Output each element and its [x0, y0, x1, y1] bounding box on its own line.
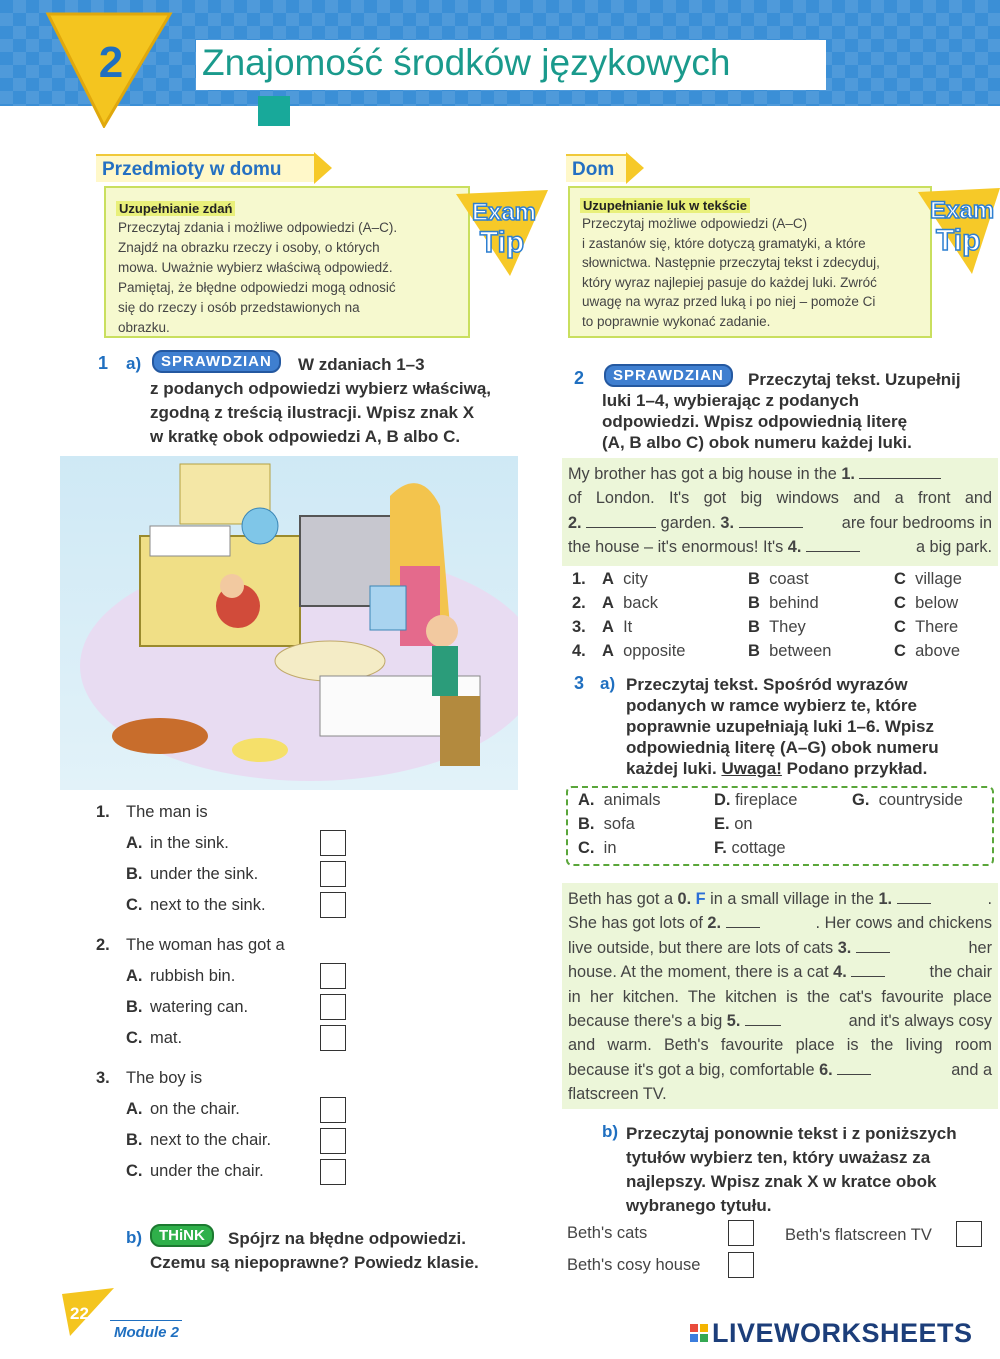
- task3b-instruction: [626, 1122, 957, 1218]
- title-checkbox[interactable]: [956, 1221, 982, 1247]
- option-letter: C.: [126, 1029, 143, 1047]
- text-fragment: and a: [951, 1060, 992, 1079]
- choice-letter: C: [894, 642, 906, 660]
- option-text: rubbish bin.: [150, 967, 236, 985]
- tip-line: uwagę na wyraz przed luką i po niej – pomoże Ci: [582, 294, 876, 310]
- word-letter: B.: [578, 815, 595, 833]
- cat-icon: [232, 738, 288, 762]
- section-title-right: Dom: [566, 154, 626, 182]
- tip-line: Przeczytaj możliwe odpowiedzi (A–C): [582, 216, 808, 231]
- option-text: on the chair.: [150, 1100, 240, 1118]
- task-instruction-line: Przeczytaj tekst. Spośród wyrazów: [626, 675, 908, 694]
- option: [126, 1162, 264, 1181]
- question-text: The boy is: [126, 1069, 203, 1087]
- question-stem: [96, 936, 285, 955]
- task-instruction-line: tytułów wybierz ten, który uważasz za: [626, 1148, 931, 1167]
- word-option: [714, 839, 786, 858]
- choice-number: 2.: [572, 594, 586, 612]
- choice-number: 3.: [572, 618, 586, 636]
- text-fragment: in a small village in the: [705, 890, 879, 908]
- mat-icon: [275, 641, 385, 681]
- question-number: 3.: [96, 1069, 110, 1087]
- gap-number: 4.: [833, 963, 847, 982]
- watering-can-icon: [242, 508, 278, 544]
- answer-checkbox[interactable]: [320, 830, 346, 856]
- task-instruction-line: wybranego tytułu.: [626, 1196, 772, 1215]
- task-number: 1: [98, 353, 109, 373]
- liveworksheets-logo-icon: [690, 1324, 708, 1342]
- task-instruction-line: poprawnie uzupełniają luki 1–6. Wpisz: [626, 717, 934, 736]
- text-line: in her kitchen. The kitchen is the cat's favourite place: [568, 987, 992, 1006]
- choice-row: [572, 594, 586, 613]
- gap-number: 2.: [568, 513, 582, 532]
- liveworksheets-logo[interactable]: LIVEWORKSHEETS: [712, 1318, 973, 1348]
- answer-checkbox[interactable]: [320, 1025, 346, 1051]
- gap-blank[interactable]: [851, 963, 885, 977]
- option: [126, 834, 229, 853]
- gap-number: 3.: [720, 513, 734, 532]
- choice-text: city: [623, 570, 648, 588]
- option-letter: B.: [126, 1131, 143, 1149]
- task-instruction-line: zgodną z treścią ilustracji. Wpisz znak X: [150, 403, 475, 422]
- exam-tip-box-right: [568, 186, 932, 338]
- gap-blank[interactable]: [897, 890, 931, 904]
- choice-letter: B: [748, 642, 760, 660]
- think-badge: [150, 1224, 214, 1247]
- text-fragment: and it's always cosy: [848, 1012, 992, 1031]
- option-letter: B.: [126, 998, 143, 1016]
- choice-row: [572, 642, 586, 661]
- tip-label: Uzupełnianie luk w tekście: [580, 198, 750, 213]
- text-line: [568, 1058, 992, 1082]
- word-letter: F.: [714, 839, 727, 857]
- text-line: [568, 1009, 992, 1033]
- tip-line: obrazku.: [118, 320, 170, 335]
- word-text: on: [734, 815, 753, 833]
- text-line: and warm. Beth's favourite place is the living room: [568, 1036, 992, 1055]
- task-number: 3: [574, 673, 585, 693]
- text-fragment: garden.: [656, 513, 721, 532]
- choice-letter: A: [602, 618, 614, 636]
- man-head-icon: [220, 574, 244, 598]
- text-line: [568, 960, 992, 984]
- choice-c[interactable]: [894, 618, 958, 637]
- word-option: [578, 815, 635, 834]
- gap-number: 4.: [787, 538, 802, 557]
- text-line: [568, 535, 992, 559]
- tip-line: to poprawnie wykonać zadanie.: [582, 313, 771, 329]
- choice-letter: A: [602, 642, 614, 660]
- gap-blank[interactable]: [739, 514, 803, 528]
- task-instruction-line: Czemu są niepoprawne? Powiedz klasie.: [150, 1253, 479, 1272]
- gap-blank[interactable]: [856, 939, 890, 953]
- answer-checkbox[interactable]: [320, 892, 346, 918]
- exam-tip-badge-icon: [916, 180, 1000, 276]
- task-sub-label: b): [126, 1228, 143, 1247]
- option-letter: C.: [126, 896, 143, 914]
- option-letter: A.: [126, 1100, 143, 1118]
- question-number: 1.: [96, 803, 110, 821]
- choice-a[interactable]: [602, 642, 685, 661]
- task-instruction-line: odpowiedzi. Wpisz odpowiednią literę: [602, 412, 908, 431]
- word-text: animals: [603, 791, 661, 809]
- sprawdzian-pill: SPRAWDZIAN: [152, 350, 281, 373]
- example-answer: F: [695, 890, 706, 908]
- choice-number: 1.: [572, 570, 586, 588]
- tip-line: się do rzeczy i osób przedstawionych na: [118, 300, 360, 315]
- question-stem: [96, 1069, 202, 1088]
- choice-text: above: [915, 642, 961, 660]
- text-fragment: the house – it's enormous! It's: [568, 538, 788, 557]
- task-instruction-line: (A, B albo C) obok numeru każdej luki.: [602, 433, 912, 452]
- word-option: [578, 839, 617, 858]
- choice-text: village: [915, 570, 962, 588]
- word-option: [578, 791, 661, 810]
- title-option: Beth's flatscreen TV: [785, 1226, 932, 1244]
- option-text: under the sink.: [150, 865, 259, 883]
- word-option: [852, 791, 963, 810]
- tip-line: który wyraz najlepiej pasuje do każdej luki. Zwróć: [582, 274, 877, 290]
- chair-icon: [440, 696, 480, 766]
- word-text: fireplace: [735, 791, 798, 809]
- word-letter: G.: [852, 791, 870, 809]
- task-instruction-line: Spójrz na błędne odpowiedzi.: [228, 1229, 467, 1248]
- text-fragment: the chair: [929, 963, 992, 982]
- text-fragment: because it's got a big, comfortable: [568, 1060, 820, 1079]
- text-line: [568, 511, 992, 535]
- unit-number: 2: [98, 38, 124, 87]
- gap-blank[interactable]: [586, 514, 656, 528]
- option: [126, 998, 248, 1017]
- gap-number: 2.: [707, 914, 721, 933]
- badge-word: Exam: [930, 197, 995, 224]
- illustration-background: [60, 456, 518, 790]
- answer-checkbox[interactable]: [320, 861, 346, 887]
- choice-text: It: [623, 618, 633, 636]
- module-divider: [110, 1320, 182, 1321]
- text-fragment: .: [987, 890, 992, 908]
- gap-number: 1.: [841, 465, 855, 483]
- page-title: Znajomość środków językowych: [202, 42, 731, 83]
- option-text: in the sink.: [150, 834, 229, 852]
- word-text: cottage: [731, 839, 786, 857]
- choice-text: There: [915, 618, 959, 636]
- choice-letter: A: [602, 594, 614, 612]
- choice-letter: C: [894, 594, 906, 612]
- choice-letter: B: [748, 618, 760, 636]
- word-text: sofa: [603, 815, 635, 833]
- task-sub-label: a): [600, 674, 616, 693]
- task-instruction-line: z podanych odpowiedzi wybierz właściwą,: [150, 379, 492, 398]
- text-fragment: are four bedrooms in: [841, 513, 992, 532]
- word-option: [714, 791, 797, 810]
- word-text: in: [603, 839, 617, 857]
- tip-line: Znajdź na obrazku rzeczy i osoby, o których: [118, 240, 380, 255]
- text-fragment: My brother has got a big house in the: [568, 465, 842, 483]
- sprawdzian-pill: SPRAWDZIAN: [604, 364, 733, 387]
- text-fragment: because there's a big: [568, 1012, 727, 1031]
- tip-line: mowa. Uważnie wybierz właściwą odpowiedź.: [118, 260, 393, 275]
- gap-blank[interactable]: [837, 1061, 871, 1075]
- section-flag-icon: [314, 152, 332, 184]
- badge-word: Exam: [471, 199, 537, 226]
- option-letter: A.: [126, 967, 143, 985]
- choice-letter: C: [894, 618, 906, 636]
- title-option: Beth's cats: [567, 1224, 648, 1242]
- text-fragment: live outside, but there are lots of cats: [568, 938, 838, 957]
- choice-b[interactable]: [748, 618, 806, 637]
- task2-text: [568, 462, 992, 560]
- gap-number: 6.: [819, 1060, 833, 1079]
- choice-a[interactable]: [602, 570, 648, 589]
- title-checkbox[interactable]: [728, 1220, 754, 1246]
- choice-text: opposite: [623, 642, 686, 660]
- task-number: 2: [574, 368, 585, 388]
- tip-line: Przeczytaj zdania i możliwe odpowiedzi (A–C).: [118, 220, 398, 235]
- choice-c[interactable]: [894, 570, 962, 589]
- exam-tip-box-left: [104, 186, 470, 338]
- exam-tip-badge-icon: [454, 182, 550, 278]
- title-checkbox[interactable]: [728, 1252, 754, 1278]
- gap-blank[interactable]: [859, 465, 941, 479]
- word-option: [714, 815, 753, 834]
- task-sub-label: a): [126, 354, 142, 373]
- sink-icon: [150, 526, 230, 556]
- word-letter: E.: [714, 815, 730, 833]
- answer-checkbox[interactable]: [320, 1128, 346, 1154]
- question-stem: [96, 803, 208, 822]
- choice-text: back: [623, 594, 658, 612]
- dog-icon: [112, 718, 208, 754]
- text-line: [568, 887, 992, 911]
- option-letter: A.: [126, 834, 143, 852]
- choice-text: coast: [769, 570, 809, 588]
- option-text: next to the sink.: [150, 896, 266, 914]
- decorative-square: [258, 96, 290, 126]
- question-text: The man is: [126, 803, 208, 821]
- choice-text: between: [769, 642, 832, 660]
- task-instruction-line: Przeczytaj tekst. Uzupełnij: [748, 370, 961, 389]
- module-label: Module 2: [114, 1324, 180, 1341]
- gap-blank[interactable]: [726, 914, 760, 928]
- text-fragment: her: [968, 938, 992, 957]
- choice-text: below: [915, 594, 959, 612]
- option-text: mat.: [150, 1029, 183, 1047]
- word-letter: D.: [714, 791, 731, 809]
- badge-word: Tip: [479, 226, 525, 259]
- section-title-left: Przedmioty w domu: [96, 154, 314, 182]
- text-fragment: house. At the moment, there is a cat: [568, 963, 834, 982]
- boy-head-icon: [426, 615, 458, 647]
- task-instruction-line: W zdaniach 1–3: [298, 355, 425, 374]
- task-instruction-line: luki 1–4, wybierając z podanych: [602, 391, 859, 410]
- tip-label: Uzupełnianie zdań: [116, 201, 235, 216]
- text-fragment: Beth has got a: [568, 890, 678, 908]
- answer-checkbox[interactable]: [320, 1097, 346, 1123]
- tip-text: [118, 218, 397, 338]
- task-instruction-line: każdej luki.: [626, 759, 722, 778]
- choice-c[interactable]: [894, 642, 960, 661]
- option-text: under the chair.: [150, 1162, 264, 1180]
- task-instruction-line: odpowiednią literę (A–G) obok numeru: [626, 738, 939, 757]
- gap-number: 3.: [837, 938, 852, 957]
- gap-number: 1.: [878, 890, 893, 908]
- rubbish-bin-icon: [370, 586, 406, 630]
- option-text: next to the chair.: [150, 1131, 272, 1149]
- task3-instruction: [626, 674, 939, 779]
- task-instruction-line: najlepszy. Wpisz znak X w kratce obok: [626, 1172, 937, 1191]
- sprawdzian-badge: [152, 350, 281, 373]
- boy-icon: [432, 646, 458, 696]
- text-fragment: . Her cows and chickens: [815, 914, 992, 933]
- text-line: flatscreen TV.: [568, 1085, 667, 1104]
- option: [126, 1100, 240, 1119]
- gap-number: 5.: [726, 1012, 741, 1031]
- choice-b[interactable]: [748, 594, 819, 613]
- sprawdzian-badge: [604, 364, 733, 387]
- text-line: [568, 911, 992, 935]
- choice-text: They: [769, 618, 806, 636]
- option: [126, 896, 266, 915]
- text-line: [568, 462, 992, 486]
- question-number: 2.: [96, 936, 110, 954]
- option: [126, 967, 235, 986]
- badge-word: Tip: [936, 224, 981, 257]
- task3-text: [568, 887, 992, 1107]
- text-fragment: a big park.: [915, 538, 992, 557]
- option-text: watering can.: [150, 998, 249, 1016]
- answer-checkbox[interactable]: [320, 963, 346, 989]
- think-pill: THiNK: [150, 1224, 214, 1247]
- option-letter: C.: [126, 1162, 143, 1180]
- choice-a[interactable]: [602, 594, 658, 613]
- choice-number: 4.: [572, 642, 586, 660]
- text-line: of London. It's got big windows and a front and: [568, 489, 992, 508]
- choice-b[interactable]: [748, 642, 831, 661]
- text-fragment: She has got lots of: [568, 914, 708, 933]
- gap-number: 0.: [677, 890, 692, 908]
- page-number: 22: [70, 1304, 89, 1323]
- choice-c[interactable]: [894, 594, 958, 613]
- warning-word: Uwaga!: [721, 759, 782, 778]
- option: [126, 865, 258, 884]
- task-sub-label: b): [602, 1122, 619, 1141]
- task-instruction-line: Podano przykład.: [781, 759, 928, 778]
- word-text: countryside: [878, 791, 963, 809]
- task-instruction-line: Przeczytaj ponownie tekst i z poniższych: [626, 1124, 957, 1143]
- title-option: Beth's cosy house: [567, 1256, 701, 1274]
- kitchen-illustration: [60, 456, 518, 790]
- section-flag-icon: [626, 152, 644, 184]
- tip-text: [582, 214, 880, 332]
- choice-row: [572, 570, 586, 589]
- text-line: [568, 936, 992, 960]
- choice-a[interactable]: [602, 618, 632, 637]
- tip-line: Pamiętaj, że błędne odpowiedzi mogą odnosić: [118, 280, 396, 295]
- option-letter: B.: [126, 865, 143, 883]
- choice-row: [572, 618, 586, 637]
- choice-b[interactable]: [748, 570, 809, 589]
- choice-letter: A: [602, 570, 614, 588]
- word-letter: A.: [578, 791, 595, 809]
- task-instruction-line: w kratkę obok odpowiedzi A, B albo C.: [150, 427, 461, 446]
- option: [126, 1131, 271, 1150]
- choice-letter: B: [748, 570, 760, 588]
- tip-line: słownictwa. Następnie przeczytaj tekst i zdecyduj,: [582, 255, 880, 271]
- option: [126, 1029, 182, 1048]
- question-text: The woman has got a: [126, 936, 285, 954]
- answer-checkbox[interactable]: [320, 994, 346, 1020]
- choice-letter: B: [748, 594, 760, 612]
- answer-checkbox[interactable]: [320, 1159, 346, 1185]
- choice-text: behind: [769, 594, 819, 612]
- gap-blank[interactable]: [745, 1012, 781, 1026]
- tip-line: i zastanów się, które dotyczą gramatyki, a które: [582, 235, 866, 251]
- task-instruction-line: podanych w ramce wybierz te, które: [626, 696, 917, 715]
- word-letter: C.: [578, 839, 595, 857]
- choice-letter: C: [894, 570, 906, 588]
- gap-blank[interactable]: [806, 538, 860, 552]
